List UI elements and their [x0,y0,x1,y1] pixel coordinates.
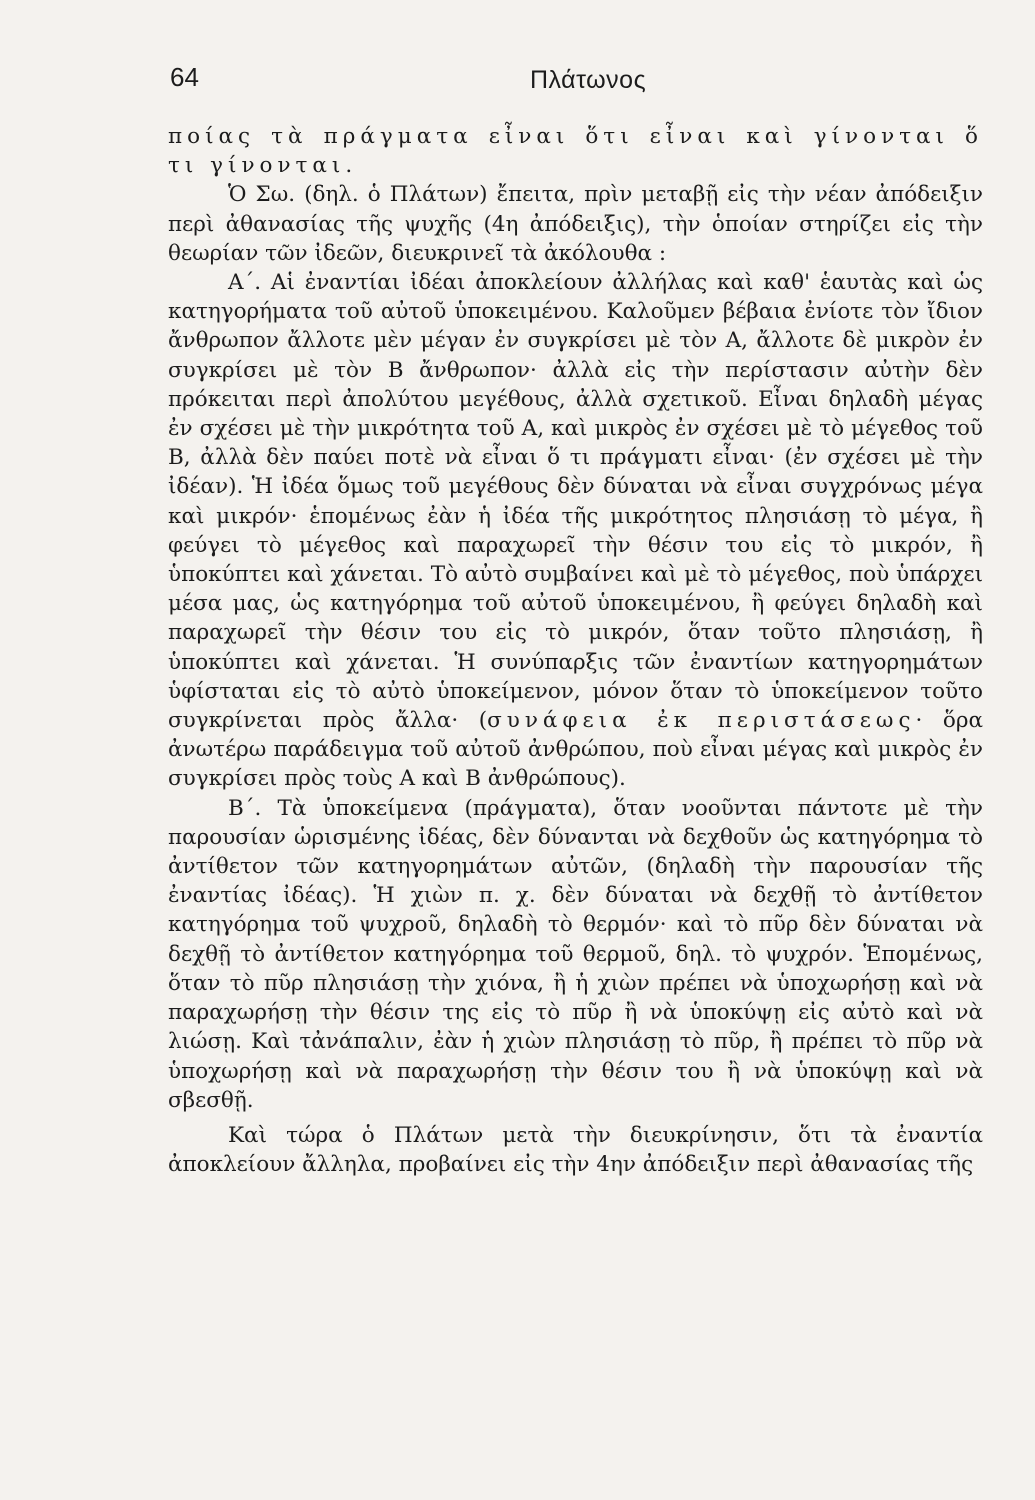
point-a-text-end: · ὅρα ἀνωτέρω παράδειγμα τοῦ αὐτοῦ ἀνθρώπου, ποὺ εἶναι μέγας καὶ μικρὸς ἐν συγκρίσει πρὸς τοὺς Α καὶ Β ἀνθρώπους). [168,708,983,792]
paragraph-point-b: Β΄. Τὰ ὑποκείμενα (πράγματα), ὅταν νοοῦνται πάντοτε μὲ τὴν παρουσίαν ὡρισμένης ἰδέας, δὲν δύνανται νὰ δεχθοῦν ὡς κατηγόρημα τὸ ἀντίθετον τῶν κατηγορημάτων αὐτῶν, (δηλαδὴ τὴν παρουσίαν τῆς ἐναντίας ἰδέας). Ἡ χιὼν π. χ. δὲν δύναται νὰ δεχθῇ τὸ ἀντίθετον κατηγόρημα τοῦ ψυχροῦ, δηλαδὴ τὸ θερμόν· καὶ τὸ πῦρ δὲν δύναται νὰ δεχθῇ τὸ ἀντίθετον κατηγόρημα τοῦ θερμοῦ, δηλ. τὸ ψυχρόν. Ἑπομένως, ὅταν τὸ πῦρ πλησιάσῃ τὴν χιόνα, ἢ ἡ χιὼν πρέπει νὰ ὑποχωρήσῃ καὶ νὰ παραχωρήσῃ τὴν θέσιν της εἰς τὸ πῦρ ἢ νὰ ὑποκύψῃ εἰς αὐτὸ καὶ νὰ λιώσῃ. Καὶ τἀνάπαλιν, ἐὰν ἡ χιὼν πλησιάσῃ τὸ πῦρ, ἢ πρέπει τὸ πῦρ νὰ ὑποχωρήσῃ καὶ νὰ παραχωρήσῃ τὴν θέσιν του ἢ νὰ ὑποκύψῃ καὶ νὰ σβεσθῇ. [168,795,983,1113]
body-text [168,122,983,1179]
paragraph-conclusion: Καὶ τώρα ὁ Πλάτων μετὰ τὴν διευκρίνησιν, ὅτι τὰ ἐναντία ἀποκλείουν ἄλληλα, προβαίνει εἰς τὴν 4ην ἀπόδειξιν περὶ ἀθανασίας τῆς [168,1122,983,1178]
page-number: 64 [170,62,199,92]
running-title: Πλάτωνος [530,66,647,94]
point-a-emphasis: συνάφεια ἐκ περιστάσεως [487,708,916,734]
paragraph-introduction: Ὁ Σω. (δηλ. ὁ Πλάτων) ἔπειτα, πρὶν μεταβῇ εἰς τὴν νέαν ἀπόδειξιν περὶ ἀθανασίας τῆς ψυχῆς (4η ἀπόδειξις), τὴν ὁποίαν στηρίζει εἰς τὴν θεωρίαν τῶν ἰδεῶν, διευκρινεῖ τὰ ἀκόλουθα : [168,182,983,266]
paragraph-point-a [168,268,983,794]
point-a-text: Α΄. Αἱ ἐναντίαι ἰδέαι ἀποκλείουν ἀλλήλας καὶ καθ' ἑαυτὰς καὶ ὡς κατηγορήματα τοῦ αὐτοῦ ὑποκειμένου. Καλοῦμεν βέβαια ἐνίοτε τὸν ἴδιον ἄνθρωπον ἄλλοτε μὲν μέγαν ἐν συγκρίσει μὲ τὸν Α, ἄλλοτε δὲ μικρὸν ἐν συγκρίσει μὲ τὸν Β ἄνθρωπον· ἀλλὰ εἰς τὴν περίστασιν αὐτὴν δὲν πρόκειται περὶ ἀπολύτου μεγέθους, ἀλλὰ σχετικοῦ. Εἶναι δηλαδὴ μέγας ἐν σχέσει μὲ τὴν μικρότητα τοῦ Α, καὶ μικρὸς ἐν σχέσει μὲ τὸ μέγεθος τοῦ Β, ἀλλὰ δὲν παύει ποτὲ νὰ εἶναι ὅ τι πράγματι εἶναι· (ἐν σχέσει μὲ τὴν ἰδέαν). Ἡ ἰδέα ὅμως τοῦ μεγέθους δὲν δύναται νὰ εἶναι συγχρόνως μέγα καὶ μικρόν· ἑπομένως ἐὰν ἡ ἰδέα τῆς μικρότητος πλησιάσῃ τὸ μέγα, ἢ φεύγει τὸ μέγεθος καὶ παραχωρεῖ τὴν θέσιν του εἰς τὸ μικρόν, ἢ ὑποκύπτει καὶ χάνεται. Τὸ αὐτὸ συμβαίνει καὶ μὲ τὸ μέγεθος, ποὺ ὑπάρχει μέσα μας, ὡς κατηγόρημα τοῦ αὐτοῦ ὑποκειμένου, ἢ φεύγει δηλαδὴ καὶ παραχωρεῖ τὴν θέσιν του εἰς τὸ μικρόν, ὅταν τοῦτο πλησιάσῃ, ἢ ὑποκύπτει καὶ χάνεται. Ἡ συνύπαρξις τῶν ἐναντίων κατηγορημάτων ὑφίσταται εἰς τὸ αὐτὸ ὑποκείμενον, μόνον ὅταν τὸ ὑποκείμενον τοῦτο συγκρίνεται πρὸς ἄλλα· ( [168,270,983,734]
paragraph-continuation: ποίας τὰ πράγματα εἶναι ὅτι εἶναι καὶ γίνονται ὅ τι γίνονται. [168,124,983,179]
